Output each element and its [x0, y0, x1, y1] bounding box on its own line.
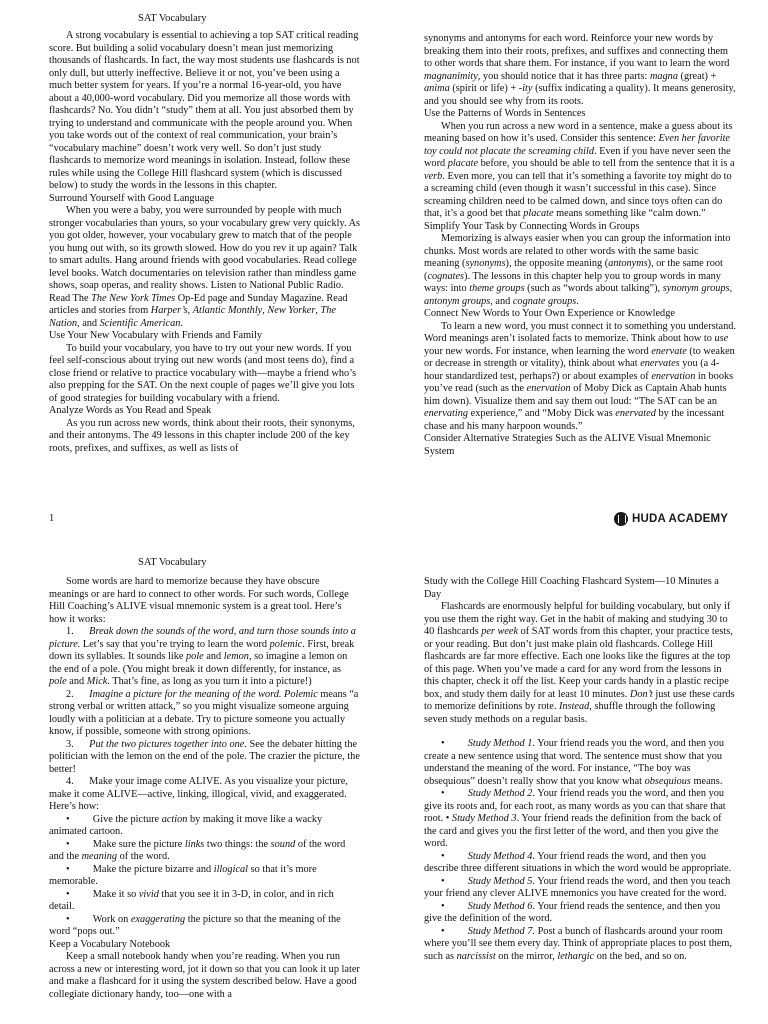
logo-mark-icon [614, 512, 628, 526]
paragraph: To learn a new word, you must connect it to something you understand. Word meanings aren’t isolated facts to memorize. Think about how to use your new words. For instance, when learning the word enervate (to weaken or decrease in strength or vitality), think about what enervates you (a 4-hour standardized test, perhaps?) or about examples of enervation in books you’ve read (such as the enervation of Moby Dick as Captain Ahab hunts him down). Visualize them and say them out loud: “The SAT can be an enervating experience,” and “Moby Dick was enervated by the incessant chase and his many harpoon wounds.” [424, 320, 736, 432]
section-heading: Use the Patterns of Words in Sentences [424, 108, 586, 119]
paragraph: synonyms and antonyms for each word. Reinforce your new words by breaking them into their roots, prefixes, and suffixes and connecting them to other words that share them. For instance, if you want to learn the word magnanimity, you should notice that it has three parts: magna (great) + anima (spirit or life) + -ity (suffix indicating a quality). It means generosity, and you should see why from its roots. [424, 33, 736, 107]
logo-text: HUDA ACADEMY [632, 512, 729, 525]
page2-right-column [424, 576, 736, 963]
paragraph: • Study Method 5. Your friend reads the word, and then you teach your friend any clever ALIVE mnemonics you have created for the word. [424, 875, 731, 899]
page-number: 1 [49, 513, 55, 524]
paragraph: Memorizing is always easier when you can group the information into chunks. Most words are related to other words with the same basic meaning (synonyms), the opposite meaning (antonyms), or the same root (cognates). The lessons in this chapter help you to group words in many ways: into theme groups (such as “words about talking”), synonym groups, antonym groups, and cognate groups. [424, 233, 733, 307]
page1-left-column [49, 30, 361, 455]
page-title: SAT Vocabulary [138, 557, 207, 568]
paragraph: 4. Make your image come ALIVE. As you visualize your picture, make it come ALIVE—active, linking, illogical, vivid, and exaggerated. Here’s how: [49, 776, 348, 812]
paragraph: When you were a baby, you were surrounded by people with much stronger vocabularies than yours, so your vocabulary grew very quickly. As you got older, however, your vocabulary grew to match that of the people you hung out with, so its growth slowed. How do you rev it up again? Talk to smart adults. Hang around friends with good vocabularies. Read college level books. Watch documentaries on television rather than mindless game shows, soap operas, and reality shows. Listen to National Public Radio. Read The The New York Times Op-Ed page and Sunday Magazine. Read articles and stories from Harper’s, Atlantic Monthly, New Yorker, The Nation, and Scientific American. [49, 205, 361, 329]
paragraph: • Study Method 2. Your friend reads you the word, and then you give its roots and, for each root, as many words as you can that share that root. • Study Method 3. Your friend reads the definition from the back of the card and gives you the first letter of the word, and then you give the word. [424, 788, 726, 849]
paragraph: • Study Method 6. Your friend reads the sentence, and then you give the definition of the word. [424, 900, 721, 924]
section-heading: Surround Yourself with Good Language [49, 192, 215, 204]
paragraph-gap [424, 726, 736, 738]
paragraph: 1. Break down the sounds of the word, and turn those sounds into a picture. Let’s say that you’re trying to learn the word polemic. First, break down its syllables. It sounds like pole and lemon, so imagine a lemon on the end of a pole. (You might break it down differently, for instance, as pole and Mick. That’s fine, as long as you turn it into a picture!) [49, 626, 356, 687]
paragraph: • Study Method 7. Post a bunch of flashcards around your room where you’ll see them every day. Think of appropriate places to post them, such as narcissist on the mirror, lethargic on the bed, and so on. [424, 925, 732, 962]
page1-right-column [424, 33, 736, 458]
paragraph: As you run across new words, think about their roots, their synonyms, and their antonyms. The 49 lessons in this chapter include 200 of the key roots, prefixes, and suffixes, as well as lists of [49, 417, 355, 454]
section-heading: Simplify Your Task by Connecting Words in Groups [424, 220, 640, 232]
section-heading: Keep a Vocabulary Notebook [49, 938, 171, 950]
huda-academy-logo [614, 512, 728, 526]
section-heading: Consider Alternative Strategies Such as the ALIVE Visual Mnemonic System [424, 433, 711, 457]
section-heading: Connect New Words to Your Own Experience or Knowledge [424, 308, 675, 319]
paragraph: • Work on exaggerating the picture so that the meaning of the word “pops out.” [49, 913, 341, 937]
page-title: SAT Vocabulary [138, 13, 207, 24]
paragraph: Keep a small notebook handy when you’re reading. When you run across a new or interesting word, jot it down so that you can look it up later and make a flashcard for it using the system described below. Have a good collegiate dictionary handy, too—one with a [49, 951, 360, 1000]
paragraph: • Give the picture action by making it move like a wacky animated cartoon. [49, 813, 323, 837]
page2-left-column [49, 576, 361, 1001]
paragraph: • Make the picture bizarre and illogical so that it’s more memorable. [49, 863, 317, 887]
paragraph: • Study Method 4. Your friend reads the word, and then you describe three different situations in which the word would be appropriate. [424, 850, 732, 874]
paragraph: Flashcards are enormously helpful for building vocabulary, but only if you use them the right way. Get in the habit of making and studying 30 to 40 flashcards per week of SAT words from this chapter, your practice tests, or your reading. But don’t just make plain old flashcards. College Hill flashcards are far more effective. Each one looks like the figures at the top of this page. When you’ve made a card for any word from the lessons in this chapter, check it off the list. Keep your cards handy in a plastic recipe box, and study them daily for at least 10 minutes. Don’t just use these cards to memorize definitions by rote. Instead, shuffle through the following seven study methods on a regular basis. [424, 601, 735, 725]
section-heading: Analyze Words as You Read and Speak [49, 405, 212, 416]
paragraph: Some words are hard to memorize because they have obscure meanings or are hard to connect to other words. For such words, College Hill Coaching’s ALIVE visual mnemonic system is a great tool. Here’s how it works: [49, 576, 349, 625]
document-page-2 [0, 540, 768, 1024]
paragraph: • Make sure the picture links two things: the sound of the word and the meaning of the word. [49, 838, 346, 862]
paragraph: A strong vocabulary is essential to achieving a top SAT critical reading score. But building a solid vocabulary doesn’t mean just memorizing thousands of flashcards. In fact, the way most students use flashcards is not only dull, but utterly ineffective. Believe it or not, you’ve been using a much better system for years. If you’re a normal 16-year-old, you have about a 40,000-word vocabulary. Did you memorize all those words with flashcards? No. You didn’t “study” them at all. You just absorbed them by trying to understand and communicate with the people around you. When you take words out of the context of real communication, your brain’s “vocabulary machine” doesn’t work very well. So don’t just study flashcards to memorize word meanings in isolation. Instead, follow these rules while using the College Hill flashcard system (which is discussed below) to study the words in the lessons in this chapter. [49, 30, 360, 191]
section-heading: Use Your New Vocabulary with Friends and Family [49, 330, 262, 341]
paragraph: To build your vocabulary, you have to try out your new words. If you feel self-conscious about trying out new words (and most teens do), find a close friend or relative to practice vocabulary with—maybe a friend who’s also prepping for the SAT. On the next couple of pages we’ll give you lots of good strategies for building vocabulary with a friend. [49, 342, 357, 404]
paragraph: 2. Imagine a picture for the meaning of the word. Polemic means “a strong verbal or written attack,” so you might visualize someone arguing loudly with a politician at a debate. Try to picture someone you actually know, if possible, someone with strong opinions. [49, 688, 359, 737]
paragraph: 3. Put the two pictures together into one. See the debater hitting the politician with the lemon on the end of the pole. The crazier the picture, the better! [49, 738, 360, 775]
paragraph: • Study Method 1. Your friend reads you the word, and then you create a new sentence using that word. The sentence must show that you understand the meaning of the word. For instance, “The boy was obsequious” doesn’t really show that you know what obsequious means. [424, 738, 725, 787]
section-heading: Study with the College Hill Coaching Flashcard System—10 Minutes a Day [424, 576, 719, 600]
paragraph: When you run across a new word in a sentence, make a guess about its meaning based on how it’s used. Consider this sentence: Even her favorite toy could not placate the screaming child. Even if you have never seen the word placate before, you should be able to tell from the sentence that it is a verb. Even more, you can tell that it’s something a favorite toy might do to a screaming child (even though it wasn’t successful in this case). Since screaming children need to be calmed down, and since toys often can do that, it’s a good bet that placate means something like “calm down.” [424, 120, 735, 219]
paragraph: • Make it so vivid that you see it in 3-D, in color, and in rich detail. [49, 888, 334, 912]
